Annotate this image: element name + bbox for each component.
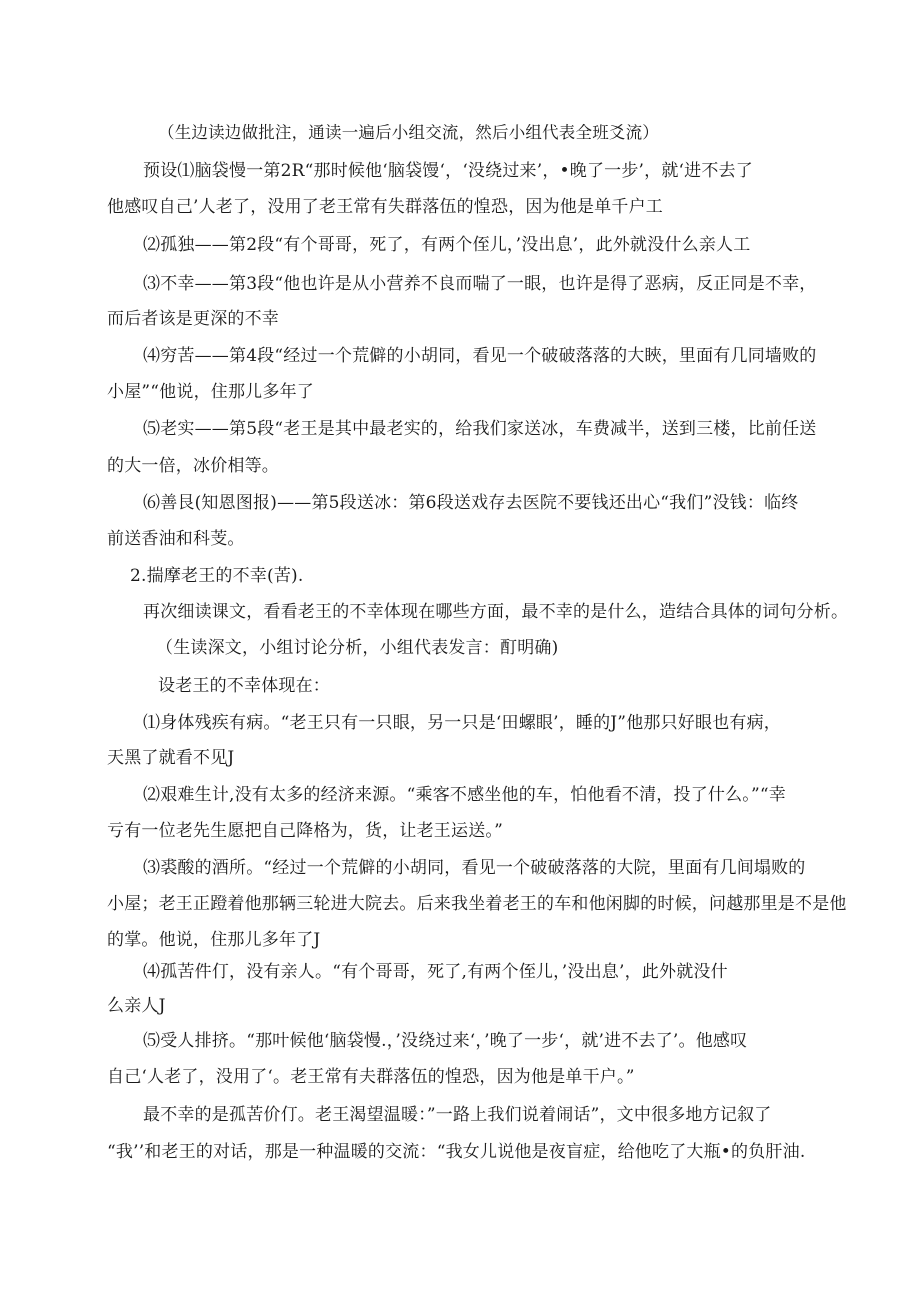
- text-line: 小屋；老王正蹬着他那辆三轮进大院去。后来我坐着老王的车和他闲脚的时候，问越那里是不是他: [107, 894, 847, 914]
- text-line: 自己‘人老了，没用了‘。老王常有夫群落伍的惶恐，因为他是单干户。”: [107, 1067, 635, 1087]
- text-line: ⑶裘酸的酒所。“经过一个荒僻的小胡同，看见一个破破落落的大院，里面有几间塌败的: [143, 858, 806, 878]
- text-line: 设老王的不幸体现在：: [158, 676, 330, 696]
- text-line: ⑸受人排挤。“那叶候他‘脑袋慢.，’没绕过来‘，’晚了一步‘，就’进不去了’。他感叹: [143, 1031, 748, 1051]
- text-line: 而后者该是更深的不幸: [107, 309, 279, 329]
- text-line: 天黑了就看不见J: [107, 748, 235, 768]
- text-line: ⑸老实——第5段“老王是其中最老实的，给我们家送冰，车费减半，送到三楼，比前任送: [143, 419, 817, 439]
- text-line: ⑷孤苦件仃，没有亲人。“有个哥哥，死了,有两个侄儿，’没出息’，此外就没什: [143, 962, 728, 982]
- text-line: （生边读边做批注，通读一遍后小组交流，然后小组代表全班爻流）: [158, 123, 659, 142]
- text-line: 么亲人J: [107, 996, 166, 1016]
- text-line: 小屋”“他说，住那儿多年了: [107, 382, 314, 402]
- text-line: “我’’和老王的对话，那是一种温暖的交流：“我女儿说他是夜盲症，给他吃了大瓶•的负肝油.: [107, 1142, 806, 1162]
- text-line: 他感叹自己’人老了，没用了老王常有失群落伍的惶恐，因为他是单千户工: [107, 197, 664, 217]
- text-line: 预设⑴脑袋慢一第2R“那时候他‘脑袋馒‘，‘没绕过来’，•晚了一步’，就‘进不去了: [143, 161, 753, 181]
- text-line: 的掌。他说，住那儿多年了J: [107, 930, 321, 950]
- text-line: ⑴身体残疾有病。“老王只有一只眼，另一只是‘田螺眼’，睡的J”他那只好眼也有病，: [143, 713, 782, 733]
- text-line: 前送香油和科芰。: [107, 529, 245, 549]
- text-line: ⑹善艮(知恩图报)——第5段送冰：第6段送戏存去医院不要钱还出心“我们”没钱：临终: [143, 493, 799, 513]
- text-line: ⑵孤独——第2段“有个哥哥，死了，有两个侄儿，’没出息’，此外就没什么亲人工: [143, 235, 751, 255]
- text-line: ⑵艰难生计,没有太多的经济来源。“乘客不感坐他的车，怕他看不清，投了什么。”“幸: [143, 785, 786, 805]
- text-line: ⑷穷苦——第4段“经过一个荒僻的小胡同，看见一个破破落落的大䀹，里面有几同墙败的: [143, 346, 817, 366]
- text-line: 亏有一位老先生愿把自己降格为，货，让老王运送。”: [107, 821, 503, 841]
- text-line: （生读深文，小组讨论分析，小组代表发言：酊明确): [156, 638, 559, 658]
- text-line: 再次细读课文，看看老王的不幸体现在哪些方面，最不幸的是什么，造结合具体的词句分析。: [143, 602, 849, 622]
- text-line: 最不幸的是孤苦价仃。老王渴望温暖：”一路上我们说着闹话”，文中很多地方记叙了: [143, 1105, 772, 1125]
- text-line: 2.揣摩老王的不幸(苦).: [130, 566, 304, 586]
- text-line: 的大一倍，冰价相等。: [107, 456, 279, 476]
- text-line: ⑶不幸——第3段“他也许是从小营养不良而喘了一眼，也许是得了恶病，反正同是不幸，: [143, 274, 817, 294]
